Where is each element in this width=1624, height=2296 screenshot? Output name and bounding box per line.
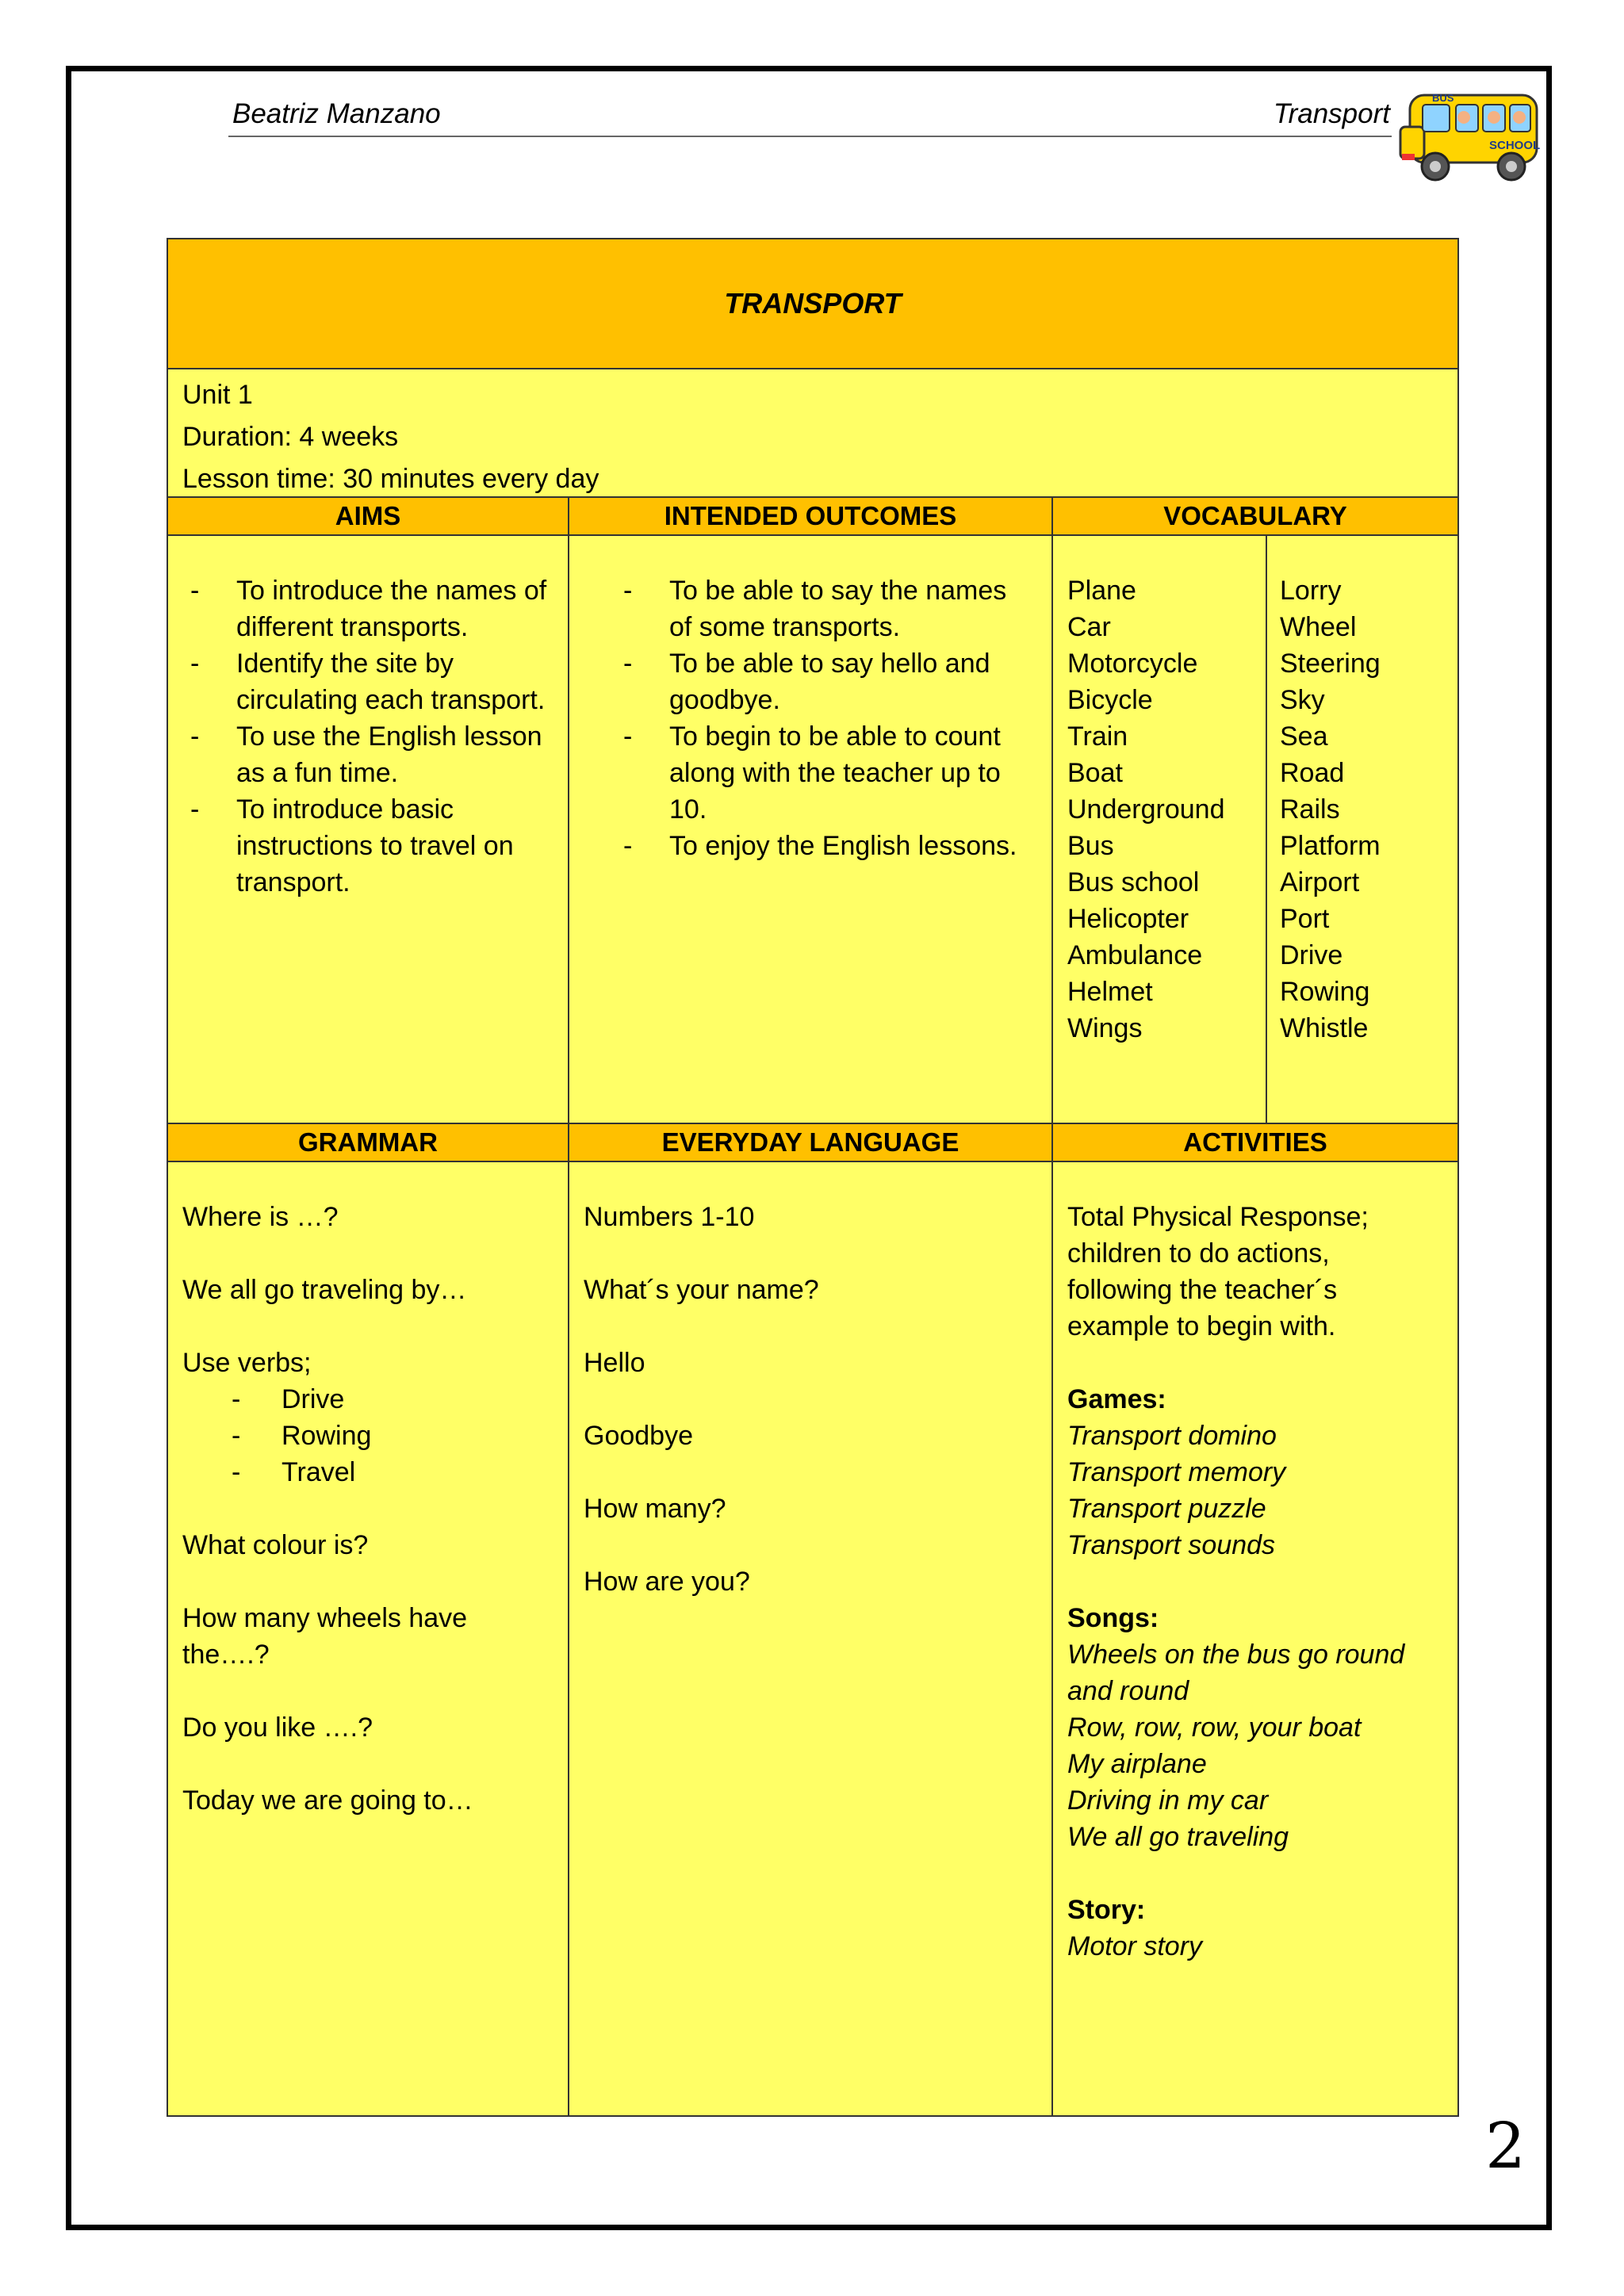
vocab-word: Rowing [1280, 977, 1370, 1007]
everyday-item: How are you? [584, 1567, 750, 1597]
vocabulary-list-2 [1280, 572, 1450, 1047]
songs-label: Songs: [1067, 1603, 1159, 1633]
outcomes-item: - To begin to be able to count along with the teacher up to 10. [615, 718, 1020, 828]
unit-info [167, 368, 1459, 498]
lesson-time: Lesson time: 30 minutes every day [182, 464, 599, 494]
vocab-word: Bicycle [1067, 685, 1153, 715]
activities-intro: Total Physical Response; children to do actions, following the teacher´s example to begin with. [1067, 1202, 1369, 1341]
everyday-item: What´s your name? [584, 1275, 819, 1305]
games-label: Games: [1067, 1384, 1166, 1414]
svg-text:SCHOOL: SCHOOL [1489, 139, 1541, 152]
aims-item: - To introduce basic instructions to travel on transport. [182, 791, 552, 901]
vocab-word: Airport [1280, 867, 1360, 897]
vocabulary-col2 [1266, 534, 1459, 1124]
everyday-item: Numbers 1-10 [584, 1202, 755, 1232]
everyday-cell [568, 1161, 1053, 2117]
activities-heading: ACTIVITIES [1051, 1123, 1459, 1162]
lesson-plan-table [167, 238, 1459, 2117]
vocab-word: Sea [1280, 721, 1328, 752]
unit-duration: Duration: 4 weeks [182, 422, 399, 452]
vocab-word: Bus [1067, 831, 1114, 861]
everyday-item: Goodbye [584, 1421, 693, 1451]
song-item: Row, row, row, your boat [1067, 1712, 1362, 1743]
vocab-word: Helicopter [1067, 904, 1189, 934]
game-item: Transport sounds [1067, 1530, 1276, 1560]
everyday-item: Hello [584, 1348, 645, 1378]
unit-number: Unit 1 [182, 380, 253, 410]
grammar-line: We all go traveling by… [182, 1275, 467, 1305]
song-item: We all go traveling [1067, 1822, 1289, 1852]
story-item: Motor story [1067, 1931, 1203, 1961]
game-item: Transport memory [1067, 1457, 1286, 1487]
vocab-word: Port [1280, 904, 1330, 934]
vocab-word: Lorry [1280, 576, 1342, 606]
aims-item: - To use the English lesson as a fun time. [182, 718, 552, 791]
aims-item: - Identify the site by circulating each transport. [182, 645, 552, 718]
game-item: Transport domino [1067, 1421, 1277, 1451]
vocab-word: Train [1067, 721, 1128, 752]
aims-heading: AIMS [167, 496, 569, 536]
vocab-word: Drive [1280, 940, 1343, 970]
grammar-line: How many wheels have the….? [182, 1603, 468, 1670]
vocabulary-heading: VOCABULARY [1051, 496, 1459, 536]
song-item: My airplane [1067, 1749, 1207, 1779]
header-rule [228, 136, 1392, 137]
everyday-item: How many? [584, 1494, 726, 1524]
header-topic: Transport [1273, 98, 1390, 129]
grammar-line: Use verbs; [182, 1348, 312, 1378]
grammar-verbs [182, 1381, 549, 1490]
vocab-word: Ambulance [1067, 940, 1203, 970]
aims-list [182, 572, 552, 901]
vocab-word: Wings [1067, 1013, 1143, 1043]
vocab-word: Sky [1280, 685, 1325, 715]
vocab-word: Rails [1280, 794, 1340, 825]
song-item: Wheels on the bus go round and round [1067, 1640, 1405, 1706]
vocab-word: Bus school [1067, 867, 1200, 897]
header-author: Beatriz Manzano [232, 98, 441, 129]
outcomes-heading: INTENDED OUTCOMES [568, 496, 1053, 536]
outcomes-item: - To be able to say the names of some transports. [615, 572, 1020, 645]
grammar-verb: - Drive [182, 1381, 549, 1418]
everyday-heading: EVERYDAY LANGUAGE [568, 1123, 1053, 1162]
school-bus-icon [1394, 79, 1545, 190]
grammar-cell [167, 1161, 569, 2117]
outcomes-item: - To be able to say hello and goodbye. [615, 645, 1020, 718]
vocab-word: Steering [1280, 649, 1381, 679]
aims-item: - To introduce the names of different transports. [182, 572, 552, 645]
activities-cell [1051, 1161, 1459, 2117]
vocab-word: Car [1067, 612, 1111, 642]
vocabulary-list-1 [1067, 572, 1258, 1047]
plan-title: TRANSPORT [167, 238, 1459, 369]
grammar-verb: - Travel [182, 1454, 549, 1490]
grammar-line: What colour is? [182, 1530, 369, 1560]
outcomes-cell [568, 534, 1053, 1124]
aims-cell [167, 534, 569, 1124]
grammar-line: Do you like ….? [182, 1712, 373, 1743]
game-item: Transport puzzle [1067, 1494, 1266, 1524]
outcomes-list [615, 572, 1020, 864]
vocabulary-col1 [1051, 534, 1267, 1124]
vocab-word: Underground [1067, 794, 1225, 825]
vocab-word: Helmet [1067, 977, 1153, 1007]
page-number: 2 [1485, 2109, 1526, 2183]
vocab-word: Platform [1280, 831, 1381, 861]
story-label: Story: [1067, 1895, 1146, 1925]
outcomes-item: - To enjoy the English lessons. [615, 828, 1020, 864]
grammar-heading: GRAMMAR [167, 1123, 569, 1162]
grammar-verb: - Rowing [182, 1418, 549, 1454]
grammar-line: Today we are going to… [182, 1785, 473, 1816]
vocab-word: Boat [1067, 758, 1123, 788]
svg-text:BUS: BUS [1432, 92, 1454, 104]
vocab-word: Road [1280, 758, 1345, 788]
grammar-line: Where is …? [182, 1202, 339, 1232]
vocab-word: Whistle [1280, 1013, 1369, 1043]
vocab-word: Motorcycle [1067, 649, 1198, 679]
vocab-word: Plane [1067, 576, 1136, 606]
vocab-word: Wheel [1280, 612, 1357, 642]
song-item: Driving in my car [1067, 1785, 1269, 1816]
